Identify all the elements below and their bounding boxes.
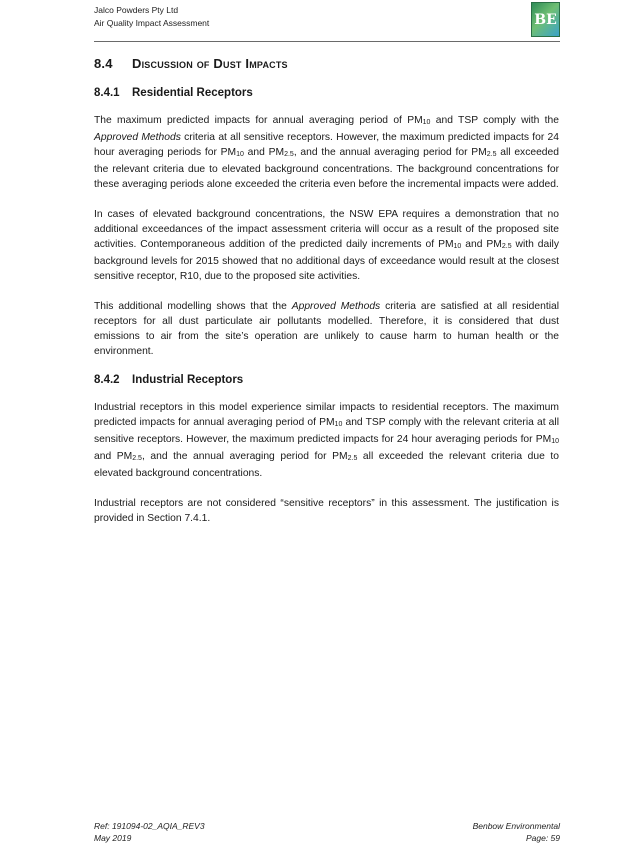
- footer-ref: Ref: 191094-02_AQIA_REV3: [94, 821, 205, 831]
- paragraph-industrial-2: Industrial receptors are not considered “sensitive receptors” in this assessment. The justification is provided in Section 7.4.1.: [94, 498, 559, 524]
- subscript: 10: [236, 151, 244, 158]
- section-heading: [94, 56, 559, 71]
- text-run: This additional modelling shows that the: [94, 301, 292, 312]
- text-run: , and the annual averaging period for PM: [293, 147, 487, 158]
- text-run: all exceeded the relevant criteria due to elevated background concentrations. The background concentrations for these averaging periods alone exceeded the criteria even before the incremental impacts were added.: [94, 147, 559, 190]
- header-divider: [94, 41, 560, 42]
- subsection-title: Industrial Receptors: [132, 374, 244, 386]
- subscript: 10: [453, 243, 462, 250]
- page-header: [94, 4, 560, 42]
- subscript: 10: [422, 119, 431, 126]
- text-run: , and the annual averaging period for PM: [141, 451, 348, 462]
- text-run: and PM: [243, 147, 285, 158]
- paragraph-residential-1: [94, 113, 559, 192]
- header-company: Jalco Powders Pty Ltd: [94, 5, 179, 15]
- subscript: 2.5: [284, 151, 294, 158]
- benbow-logo: BE: [531, 2, 560, 37]
- header-report-title: Air Quality Impact Assessment: [94, 18, 210, 28]
- paragraph-residential-3: [94, 299, 559, 359]
- text-run: criteria are satisfied at all residential receptors for all dust particulate air pollutants modelled. Therefore, it is considered that dust emissions to air from the site’s operation are unlikely to cause harm to human health or the environment.: [94, 301, 560, 357]
- section-number: 8.4: [94, 56, 113, 71]
- italic-term: Approved Methods: [291, 301, 381, 312]
- section-title: Discussion of Dust Impacts: [132, 56, 288, 71]
- footer-company: Benbow Environmental: [472, 821, 560, 831]
- text-run: In cases of elevated background concentrations, the NSW EPA requires a demonstration that no additional exceedances of the impact assessment criteria will occur as a result of the proposed site activities. Contemporaneous addition of the predicted daily increments of PM: [94, 209, 559, 250]
- text-run: and PM: [461, 239, 502, 250]
- text-run: Industrial receptors in this model experience similar impacts to residential receptors. The maximum predicted impacts for annual averaging period of PM: [94, 402, 559, 428]
- subscript: 2.5: [486, 151, 497, 158]
- text-run: and PM: [94, 451, 133, 462]
- italic-term: Approved Methods: [94, 132, 181, 143]
- subscript: 10: [334, 421, 343, 428]
- subsection-heading-industrial: [94, 374, 559, 386]
- subscript: 10: [551, 438, 559, 445]
- subscript: 2.5: [132, 455, 142, 462]
- footer-page-number: Page: 59: [525, 833, 560, 843]
- text-run: all exceeded the relevant criteria due to elevated background concentrations.: [94, 451, 559, 479]
- subscript: 2.5: [347, 455, 358, 462]
- subsection-title: Residential Receptors: [132, 87, 253, 99]
- text-run: and TSP comply with the: [430, 115, 559, 126]
- text-run: with daily background levels for 2015 showed that no additional days of exceedance would result at the closest sensitive receptor, R10, due to the proposed site activities.: [94, 239, 559, 282]
- page-content: [94, 56, 559, 541]
- subsection-number: 8.4.1: [94, 87, 120, 99]
- text-run: and TSP comply with the relevant criteria at all sensitive receptors. However, the maximum predicted impacts for 24 hour averaging periods for PM: [94, 417, 559, 445]
- subsection-heading-residential: [94, 87, 559, 99]
- subsection-number: 8.4.2: [94, 374, 120, 386]
- subscript: 2.5: [501, 243, 512, 250]
- footer-date: May 2019: [94, 833, 132, 843]
- paragraph-residential-2: [94, 207, 559, 284]
- paragraph-industrial-1: [94, 400, 559, 481]
- text-run: criteria at all sensitive receptors. However, the maximum predicted impacts for 24 hour averaging periods for PM: [94, 132, 559, 158]
- text-run: The maximum predicted impacts for annual averaging period of PM: [94, 115, 423, 126]
